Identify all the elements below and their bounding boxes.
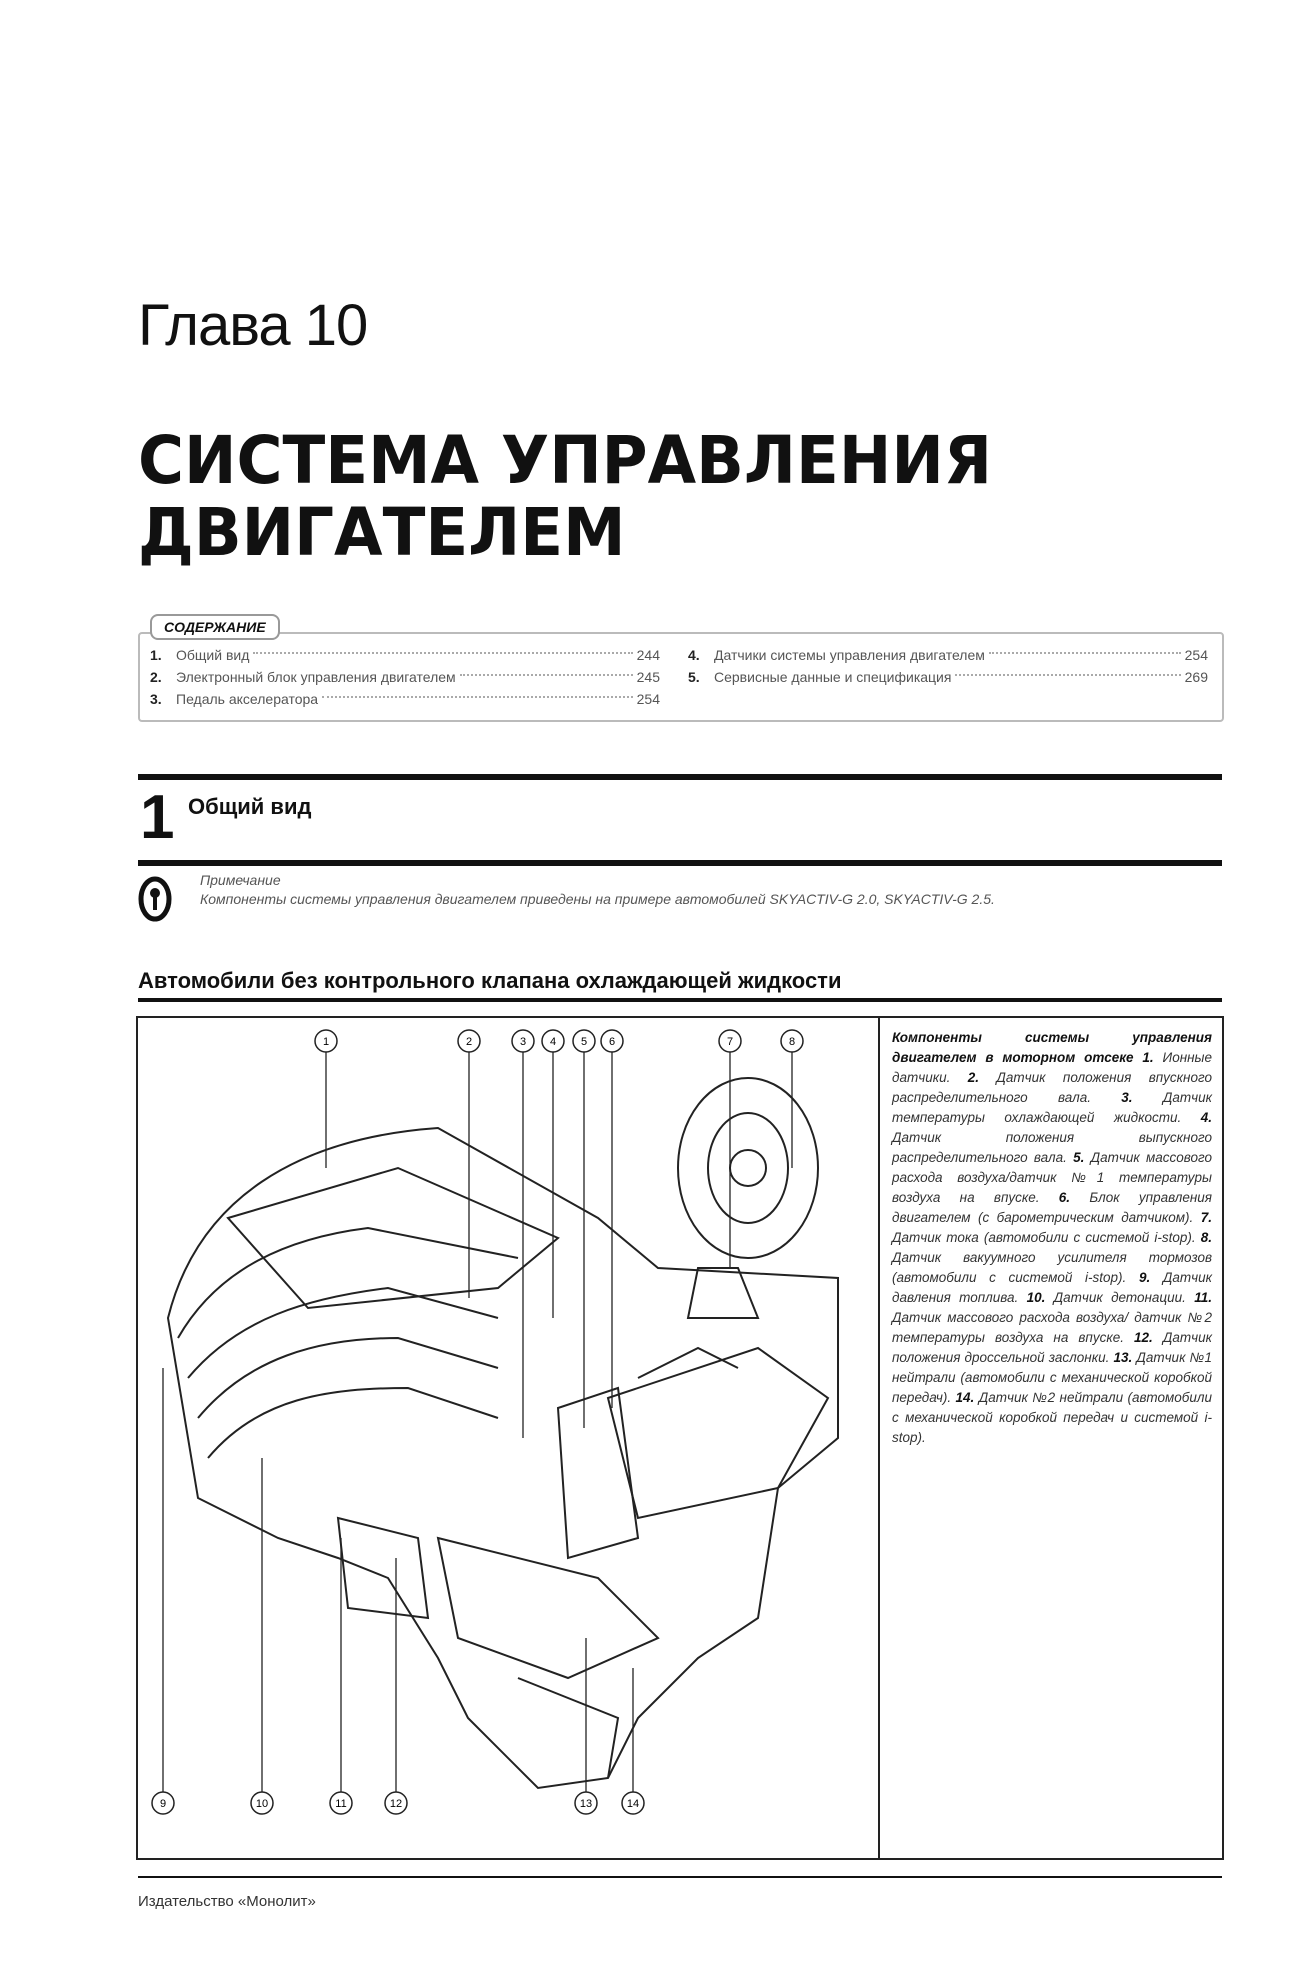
toc-page: 244 (636, 647, 660, 663)
figure-legend (892, 1028, 1212, 1448)
callout-number: 1 (322, 1036, 330, 1048)
toc-num: 1. (150, 647, 162, 663)
legend-item-text: Ионные датчики. (892, 1050, 1212, 1085)
legend-item-text: Датчик положения впускного распределительного вала. (892, 1070, 1212, 1105)
toc-num: 4. (688, 647, 700, 663)
legend-item-number: 14. (951, 1390, 979, 1405)
toc-num: 2. (150, 669, 162, 685)
legend-item-text: Датчик тока (автомобили с системой i-stop). (892, 1230, 1196, 1245)
legend-title: Компоненты системы управления двигателем в моторном отсеке (892, 1030, 1212, 1065)
legend-item-number: 5. (1066, 1150, 1091, 1165)
note-text: Компоненты системы управления двигателем приведены на примере автомобилей SKYACTIV-G 2.0, SKYACTIV-G 2.5. (200, 891, 995, 907)
legend-item-number: 1. (1142, 1050, 1163, 1065)
legend-item-text: Датчик массового расхода воздуха/ датчик №2 температуры воздуха на впуске. (892, 1310, 1212, 1345)
legend-item-number: 10. (1018, 1290, 1054, 1305)
toc-label: Педаль акселератора (176, 691, 319, 707)
legend-item-number: 4. (1181, 1110, 1212, 1125)
callout-number: 11 (335, 1798, 347, 1810)
legend-item-text: Датчик №1 нейтрали (автомобили с механической коробкой передач). (892, 1350, 1212, 1405)
toc-leader (460, 674, 633, 676)
legend-item-number: 2. (950, 1070, 997, 1085)
legend-item-text: Датчик детонации. (1053, 1290, 1186, 1305)
legend-item (1018, 1290, 1186, 1305)
callout-number: 12 (389, 1798, 403, 1810)
toc-num: 3. (150, 691, 162, 707)
engine-diagram (138, 1018, 878, 1858)
toc-page: 254 (636, 691, 660, 707)
callout-number: 10 (255, 1798, 269, 1810)
toc-page: 254 (1184, 647, 1208, 663)
leader-lines (163, 1051, 792, 1793)
legend-item-number: 8. (1195, 1230, 1212, 1245)
toc-page: 245 (636, 669, 660, 685)
legend-item-text: Датчик положения дроссельной заслонки. (892, 1330, 1212, 1365)
callout-number: 6 (608, 1036, 616, 1048)
legend-item-number: 13. (1109, 1350, 1137, 1365)
callout-number: 4 (549, 1036, 557, 1048)
chapter-label: Глава 10 (138, 293, 368, 358)
section-rule-bottom (138, 860, 1222, 866)
legend-item-text: Датчик температуры охлаждающей жидкости. (892, 1090, 1212, 1125)
note-heading: Примечание (200, 872, 281, 888)
note-icon (138, 876, 172, 922)
publisher-footer: Издательство «Монолит» (138, 1893, 316, 1910)
legend-item-number: 7. (1193, 1210, 1212, 1225)
chapter-title-line-1: СИСТЕМА УПРАВЛЕНИЯ (138, 422, 993, 499)
toc-label: Общий вид (176, 647, 250, 663)
section-number: 1 (140, 783, 175, 852)
figure-divider (878, 1018, 880, 1858)
legend-item-number: 9. (1126, 1270, 1163, 1285)
toc-item[interactable] (688, 644, 1208, 666)
toc-item[interactable] (150, 644, 660, 666)
legend-item-number: 11. (1185, 1290, 1212, 1305)
footer-rule (138, 1876, 1222, 1878)
table-of-contents (138, 632, 1224, 722)
toc-heading: СОДЕРЖАНИЕ (150, 614, 280, 640)
subsection-heading: Автомобили без контрольного клапана охлаждающей жидкости (138, 968, 842, 993)
callout-number: 8 (788, 1036, 796, 1048)
callout-number: 14 (626, 1798, 640, 1810)
callout-number: 9 (159, 1798, 167, 1810)
toc-label: Электронный блок управления двигателем (176, 669, 456, 685)
legend-item-text: Датчик вакуумного усилителя тормозов (автомобили с системой i-stop). (892, 1250, 1212, 1285)
engine-drawing (168, 1078, 838, 1788)
section-rule-top (138, 774, 1222, 780)
legend-item-number: 3. (1090, 1090, 1163, 1105)
chapter-title-line-2: ДВИГАТЕЛЕМ (138, 494, 626, 571)
toc-column-left (150, 644, 660, 710)
callout-number: 3 (519, 1036, 527, 1048)
legend-item-number: 6. (1039, 1190, 1090, 1205)
legend-item-text: Датчик массового расхода воздуха/датчик №1 температуры воздуха на впуске. (892, 1150, 1212, 1205)
toc-leader (322, 696, 633, 698)
toc-item[interactable] (150, 688, 660, 710)
toc-leader (989, 652, 1181, 654)
toc-leader (955, 674, 1180, 676)
section-title: Общий вид (188, 794, 312, 819)
figure-frame (136, 1016, 1224, 1860)
legend-item-text: Блок управления двигателем (с барометрическим датчиком). (892, 1190, 1212, 1225)
legend-item-text: Датчик №2 нейтрали (автомобили с механической коробкой передач и системой i-stop). (892, 1390, 1212, 1445)
callout-number: 13 (579, 1798, 593, 1810)
toc-column-right (688, 644, 1208, 688)
legend-item-text: Датчик давления топлива. (892, 1270, 1212, 1305)
subsection-rule (138, 998, 1222, 1002)
toc-label: Датчики системы управления двигателем (714, 647, 985, 663)
toc-num: 5. (688, 669, 700, 685)
toc-leader (253, 652, 632, 654)
callout-number: 7 (726, 1036, 734, 1048)
toc-item[interactable] (688, 666, 1208, 688)
callout-number: 5 (580, 1036, 588, 1048)
chapter-title (138, 422, 993, 571)
legend-items (892, 1050, 1212, 1445)
toc-label: Сервисные данные и спецификация (714, 669, 952, 685)
toc-page: 269 (1184, 669, 1208, 685)
legend-item-number: 12. (1124, 1330, 1163, 1345)
toc-item[interactable] (150, 666, 660, 688)
callout-number: 2 (465, 1036, 473, 1048)
legend-item-text: Датчик положения выпускного распределительного вала. (892, 1130, 1212, 1165)
